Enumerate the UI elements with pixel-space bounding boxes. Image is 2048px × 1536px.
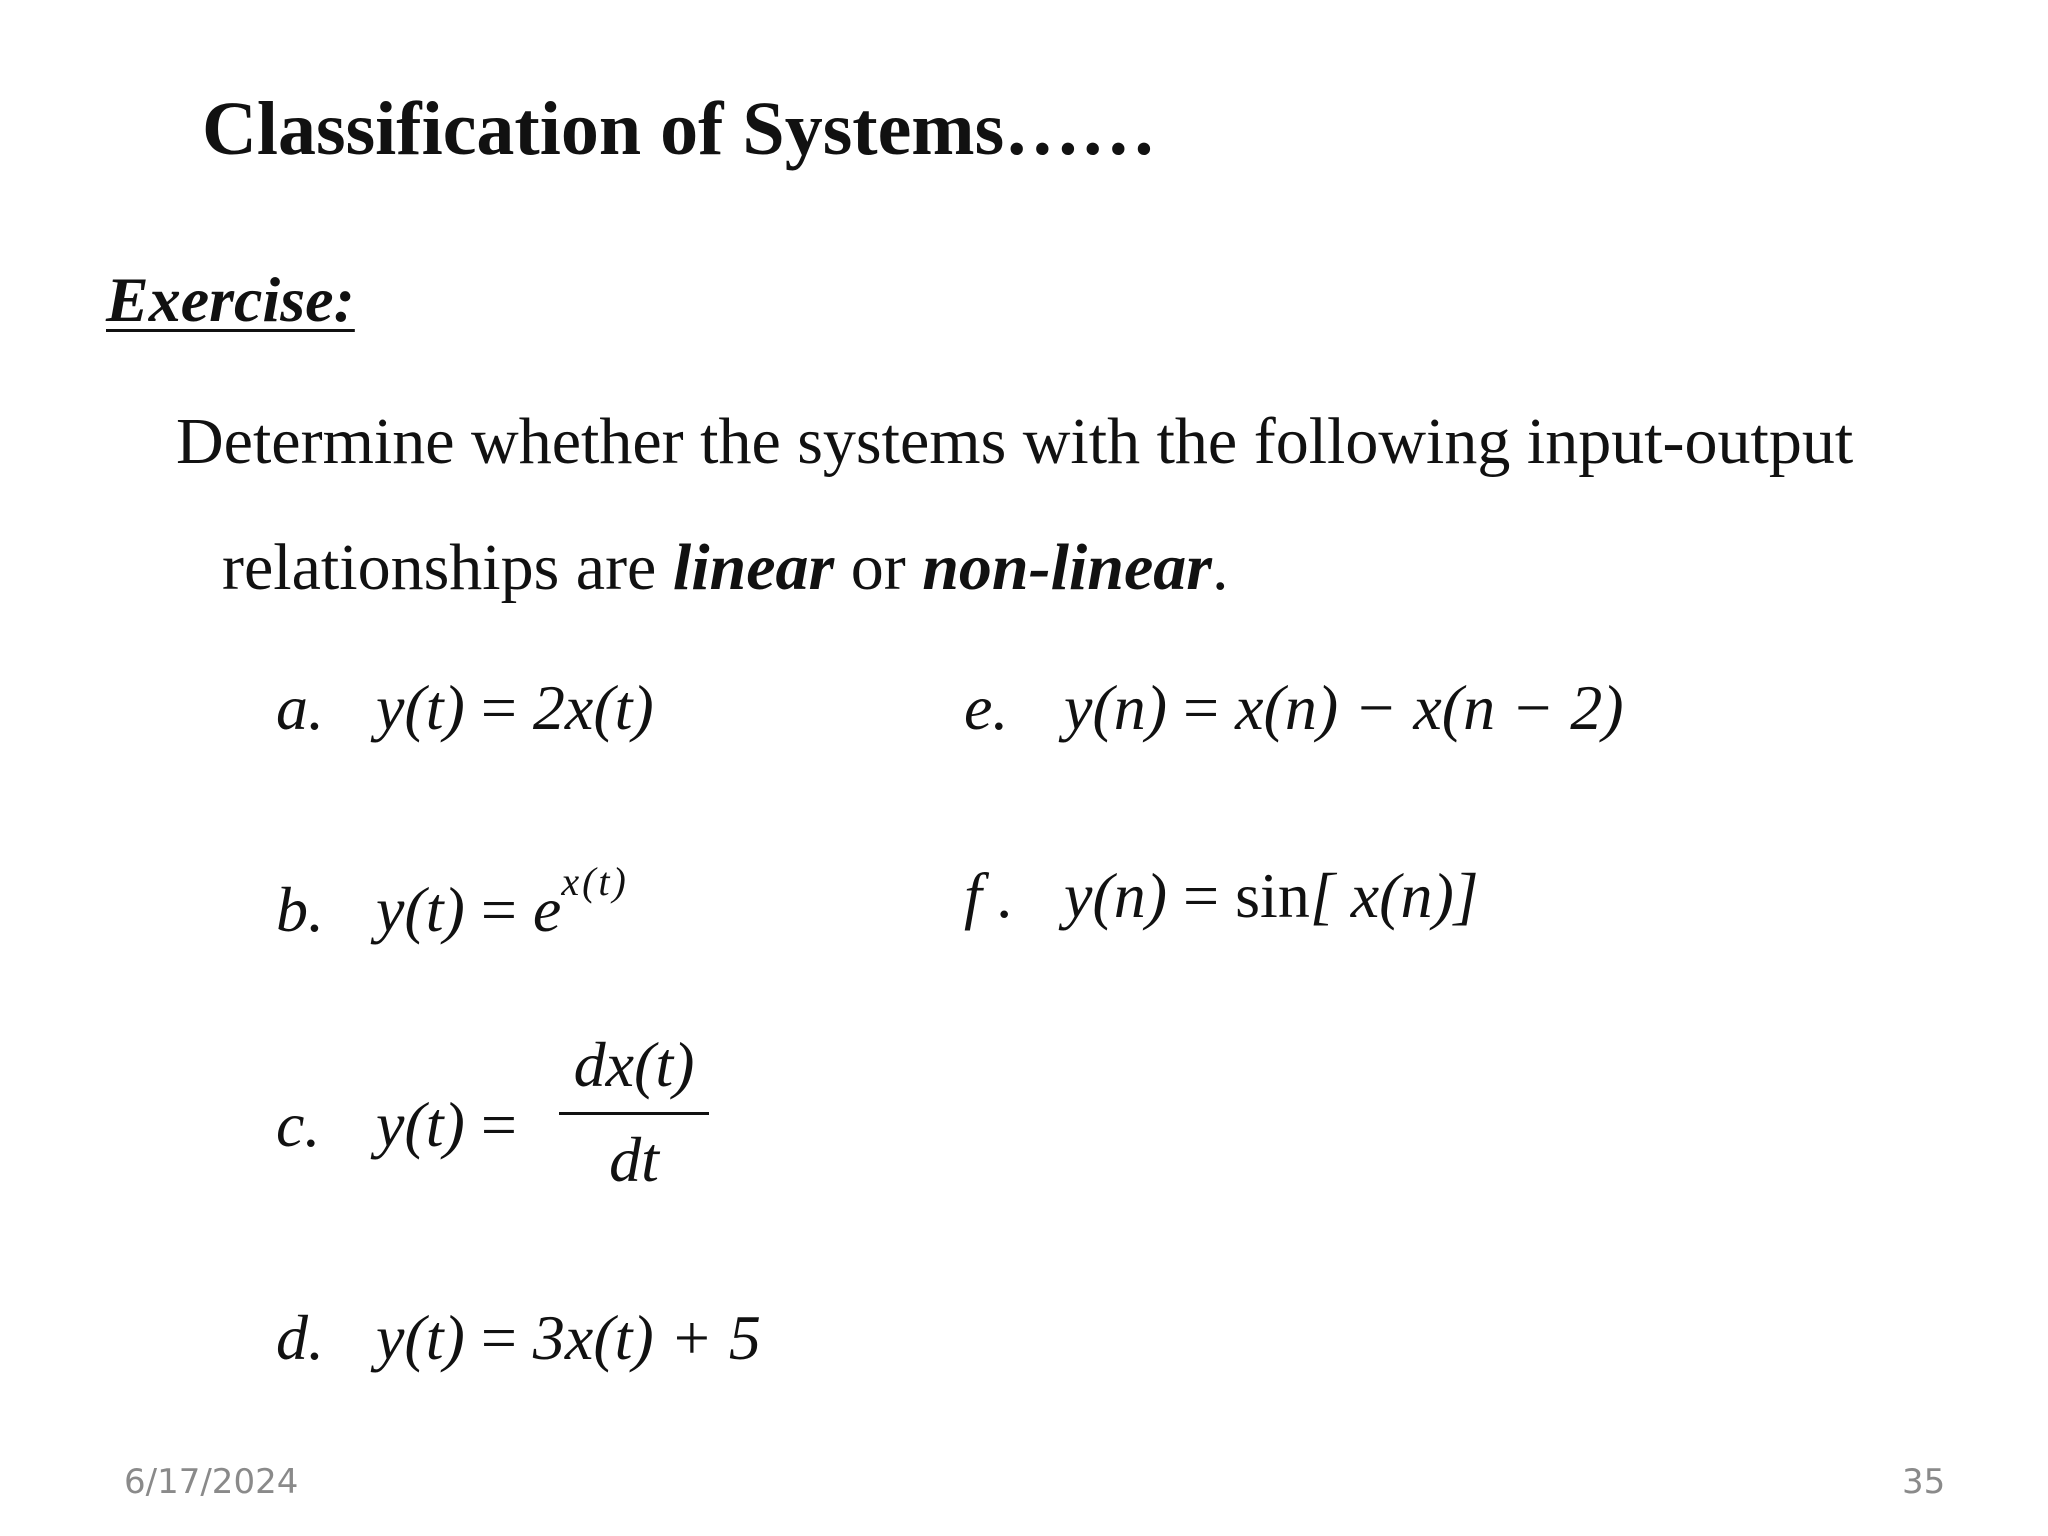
equation-rhs: x(n) − x(n − 2) <box>1219 672 1624 743</box>
sine-function: sin <box>1219 860 1310 931</box>
equals-sign: = <box>480 1302 517 1373</box>
equation-label: d. <box>276 1302 324 1373</box>
equation-d <box>276 1300 761 1377</box>
equation-label: f . <box>964 860 1014 931</box>
equals-sign: = <box>480 672 517 743</box>
instruction-line-2 <box>222 528 1228 607</box>
equals-sign: = <box>1183 860 1220 931</box>
equals-sign: = <box>480 1089 517 1160</box>
equation-lhs: y(n) <box>1064 860 1184 931</box>
equation-label: b. <box>276 874 324 945</box>
exercise-heading: Exercise: <box>106 264 355 335</box>
term-nonlinear: non-linear <box>922 531 1212 604</box>
instruction-connector: or <box>834 531 923 604</box>
equation-label: c. <box>276 1089 321 1160</box>
equation-lhs: y(t) <box>376 1302 481 1373</box>
slide-title: Classification of Systems…… <box>202 87 1157 171</box>
equation-rhs: [ x(n)] <box>1309 860 1479 931</box>
instruction-period: . <box>1211 531 1229 604</box>
page-number: 35 <box>1902 1462 1946 1502</box>
equation-lhs <box>376 1088 517 1162</box>
equation-f <box>964 858 1479 935</box>
equals-sign: = <box>480 874 517 945</box>
fraction-numerator: dx(t) <box>559 1030 709 1115</box>
equation-rhs: 3x(t) + 5 <box>516 1302 761 1373</box>
equation-exponent: x(t) <box>561 859 629 904</box>
equation-label: e. <box>964 672 1009 743</box>
footer-date: 6/17/2024 <box>124 1462 299 1502</box>
equation-rhs: e <box>516 874 562 945</box>
equation-lhs: y(t) <box>376 874 481 945</box>
instruction-prefix: relationships are <box>222 531 673 604</box>
equation-e <box>964 670 1624 747</box>
equation-a <box>276 670 654 747</box>
equation-lhs: y(t) <box>376 672 481 743</box>
term-linear: linear <box>672 531 835 604</box>
instruction-line-1: Determine whether the systems with the following input-output <box>176 405 1854 478</box>
equation-lhs-text: y(t) <box>376 1089 481 1160</box>
equation-label: a. <box>276 672 324 743</box>
equation-b <box>276 858 629 949</box>
fraction-denominator: dt <box>609 1124 659 1196</box>
equation-lhs: y(n) <box>1064 672 1184 743</box>
equation-c <box>276 1030 796 1210</box>
equals-sign: = <box>1183 672 1220 743</box>
equation-rhs: 2x(t) <box>516 672 654 743</box>
fraction <box>559 1030 709 1196</box>
